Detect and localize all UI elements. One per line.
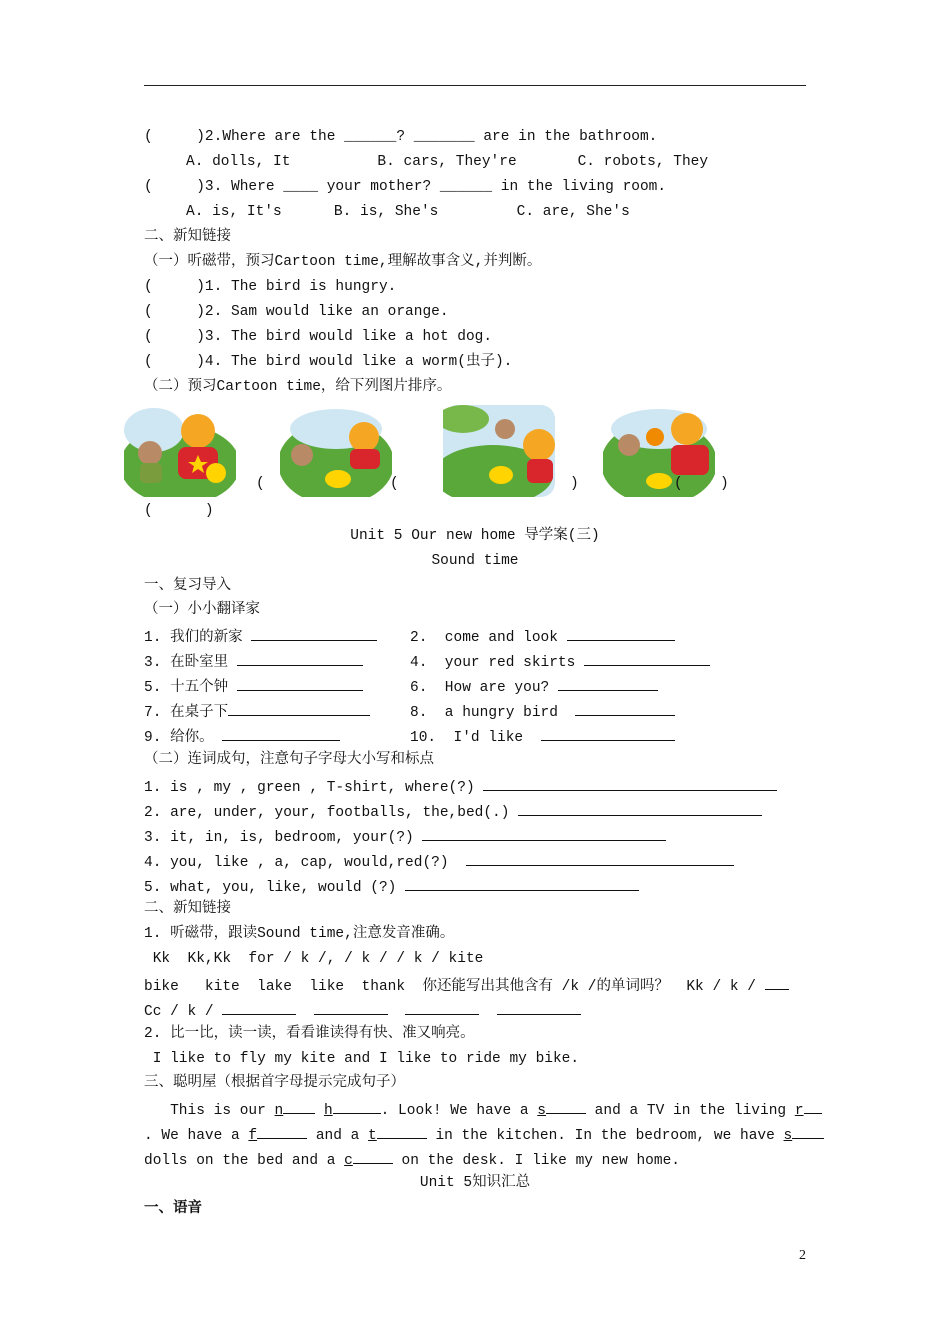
tongue-twister: I like to fly my kite and I like to ride my bike. [144,1051,580,1067]
section-heading-review: 一、复习导入 [144,578,231,594]
order-paren-open-1: ( [256,476,265,492]
header-rule [144,85,806,86]
judge-item: ( )2. Sam would like an orange. [144,304,449,320]
cartoon-picture-3 [443,405,555,497]
question-3-options: A. is, It's B. is, She's C. are, She's [186,204,630,220]
sentence-title: （二）连词成句，注意句子字母大小写和标点 [144,752,434,768]
order-paren-1: ( ) [144,503,214,519]
cartoon-picture-2 [280,405,392,497]
sentence-item: 4. you, like , a, cap, would,red(?) [144,851,734,872]
unit-title: Unit 5 Our new home 导学案(三) [350,528,600,544]
order-paren-close-3: ) [570,476,579,492]
summary-heading: 一、语音 [144,1200,202,1216]
translate-item: 10. I'd like [410,726,675,747]
translate-item: 4. your red skirts [410,651,710,672]
cartoon-picture-1 [124,405,236,497]
sentence-item: 2. are, under, your, footballs, the,bed(.) [144,801,762,822]
translate-item: 6. How are you? [410,676,658,697]
judge-item: ( )1. The bird is hungry. [144,279,397,295]
smart-line-1: This is our n h . Look! We have a s and a TV in the living r [144,1099,822,1120]
question-2-options: A. dolls, It B. cars, They're C. robots, They [186,154,709,170]
translate-item: 2. come and look [410,626,675,647]
section-heading-new-link: 二、新知链接 [144,229,231,245]
sentence-item: 3. it, in, is, bedroom, your(?) [144,826,666,847]
translate-item: 7. 在桌子下 [144,701,370,722]
smart-line-2: . We have a f and a t in the kitchen. In the bedroom, we have s [144,1124,824,1145]
section-heading-sound: 二、新知链接 [144,901,231,917]
part1-title: （一）听磁带，预习Cartoon time,理解故事含义,并判断。 [144,254,542,270]
cartoon-picture-4 [603,405,715,497]
translate-item: 5. 十五个钟 [144,676,363,697]
part2-title: （二）预习Cartoon time，给下列图片排序。 [144,379,452,395]
sentence-item: 5. what, you, like, would (?) [144,876,639,897]
translate-item: 9. 给你。 [144,726,340,747]
translate-title: （一）小小翻译家 [144,602,260,618]
summary-title: Unit 5知识汇总 [419,1175,531,1191]
translate-item: 3. 在卧室里 [144,651,363,672]
sentence-item: 1. is , my , green , T-shirt, where(?) [144,776,777,797]
sound-item-2: 2. 比一比，读一读，看看谁读得有快、准又响亮。 [144,1026,475,1042]
judge-item: ( )4. The bird would like a worm(虫子). [144,354,513,370]
judge-item: ( )3. The bird would like a hot dog. [144,329,493,345]
unit-subtitle: Sound time [431,553,519,569]
sound-item-1: 1. 听磁带，跟读Sound time,注意发音准确。 [144,926,455,942]
translate-item: 1. 我们的新家 [144,626,377,647]
section-heading-smart: 三、聪明屋（根据首字母提示完成句子） [144,1075,405,1091]
order-paren-close-4: ) [720,476,729,492]
smart-line-3: dolls on the bed and a c on the desk. I like my new home. [144,1149,680,1170]
sound-words-line: bike kite lake like thank 你还能写出其他含有 /k /的单词吗？ Kk / k / [144,975,789,996]
sound-kk-line: Kk Kk,Kk for / k /, / k / / k / kite [144,951,484,967]
order-paren-open-2: ( [390,476,399,492]
page-number: 2 [799,1248,806,1263]
question-2: ( )2.Where are the ______? _______ are in the bathroom. [144,129,658,145]
translate-item: 8. a hungry bird [410,701,675,722]
sound-cc-line: Cc / k / [144,1000,581,1021]
question-3: ( )3. Where ____ your mother? ______ in the living room. [144,179,667,195]
order-paren-open-4: ( [674,476,683,492]
